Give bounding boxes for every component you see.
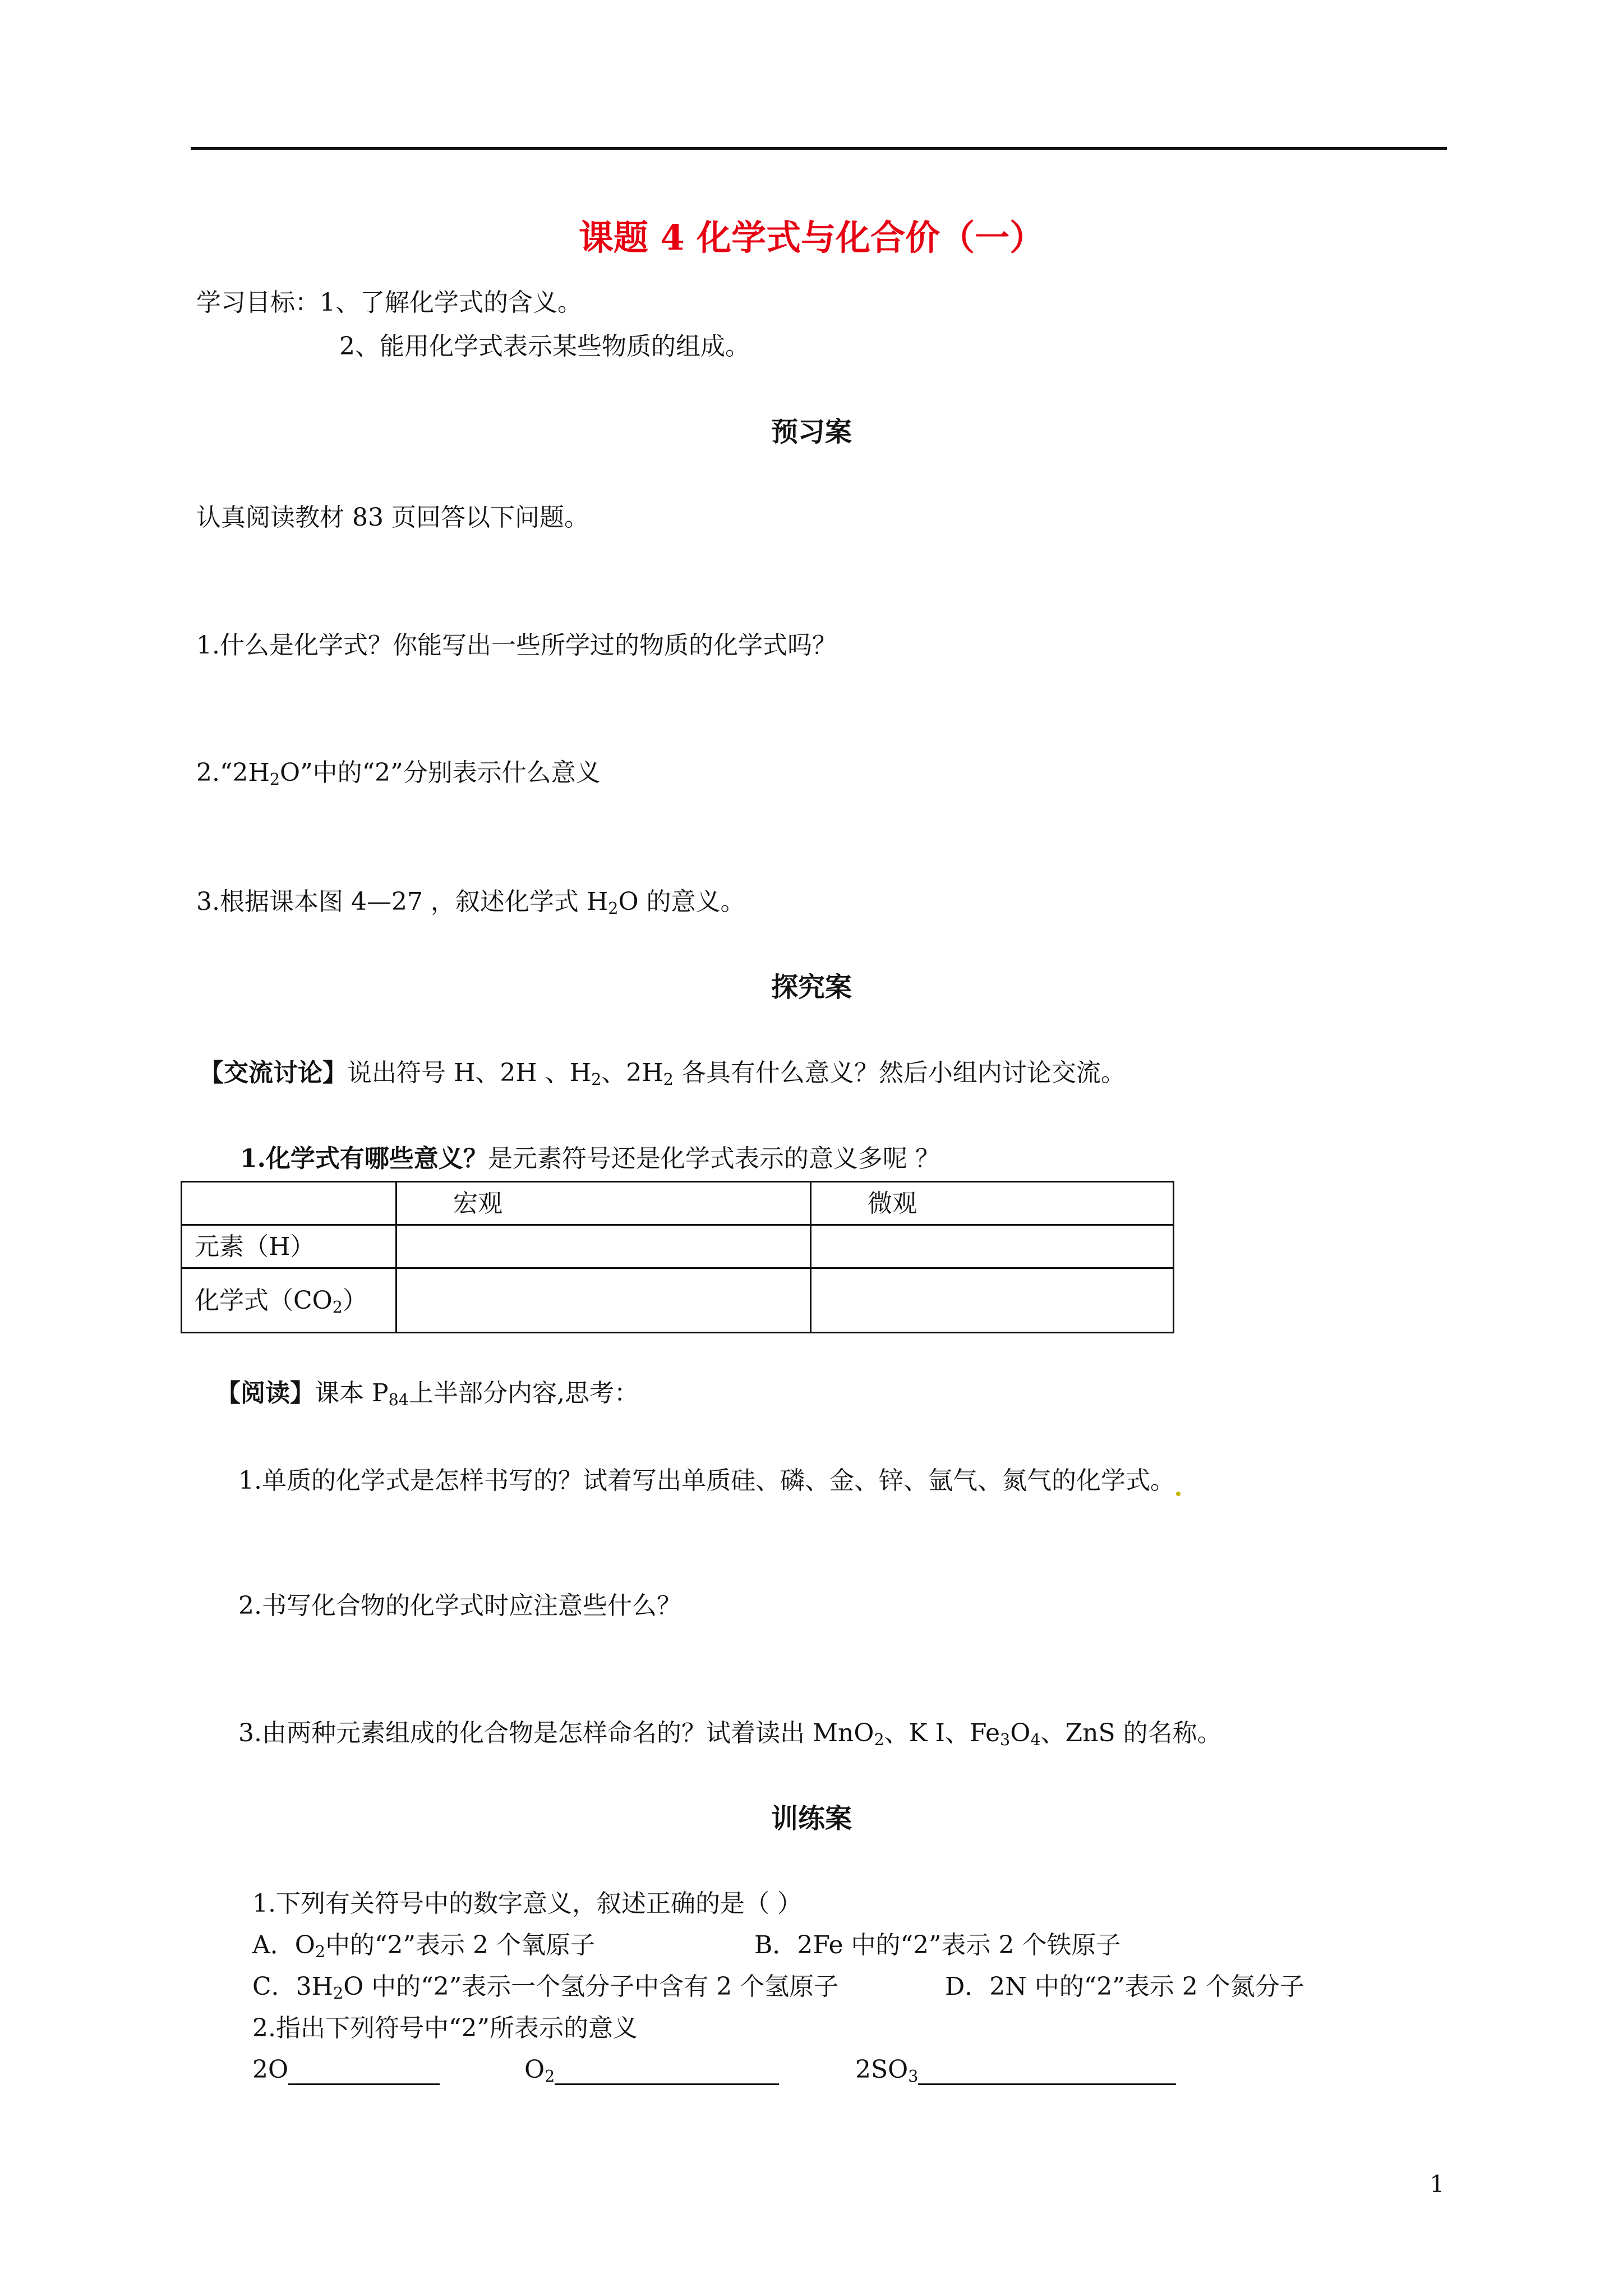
- answer-blank[interactable]: [288, 2061, 440, 2085]
- stray-mark-icon: [1176, 1492, 1181, 1496]
- reading-question-3: 3.由两种元素组成的化合物是怎样命名的？试着读出 MnO$_2$、K I、$Fe_3O_4$、ZnS 的名称。: [238, 1719, 1222, 1750]
- option-d: D．2N 中的“2”表示 2 个氮分子: [945, 1972, 1304, 2001]
- table-row-label-formula: 化学式$(CO_2)$: [182, 1268, 396, 1333]
- preview-question-1: 1.什么是化学式？你能写出一些所学过的物质的化学式吗？: [196, 631, 837, 660]
- table-row: [182, 1268, 1174, 1333]
- reading-question-2: 2.书写化合物的化学式时应注意些什么？: [238, 1591, 681, 1620]
- preview-heading: 预习案: [771, 416, 852, 448]
- discussion-line: 【交流讨论】说出符号 H、2H 、$H_2$、$2H_2$ 各具有什么意义？然后小组内讨论交流。: [199, 1059, 1126, 1089]
- table-answer-cell[interactable]: [811, 1268, 1174, 1333]
- reading-question-1: 1.单质的化学式是怎样书写的？试着写出单质硅、磷、金、锌、氩气、氮气的化学式。: [238, 1465, 1182, 1496]
- practice-question-1: 1.下列有关符号中的数字意义，叙述正确的是（ ）: [252, 1889, 802, 1918]
- option-b: B．2Fe 中的“2”表示 2 个铁原子: [754, 1931, 1121, 1959]
- table-row-label-element: 元素（H）: [182, 1225, 396, 1268]
- objective-2: 2、能用化学式表示某些物质的组成。: [339, 332, 750, 361]
- table-row: [182, 1225, 1174, 1268]
- option-c: C．$3H_2O$ 中的“2”表示一个氢分子中含有 2 个氢原子: [252, 1972, 839, 2003]
- objectives-label: 学习目标：: [196, 288, 320, 317]
- option-a: A．$O_2$中的“2”表示 2 个氧原子: [252, 1931, 596, 1962]
- page-title: 课题 4 化学式与化合价（一）: [578, 217, 1045, 258]
- preview-question-2: $2.“2H_2O$”中的“2”分别表示什么意义: [196, 758, 601, 789]
- table-header-micro: 微观: [811, 1182, 1174, 1225]
- formula-2o: 2O: [252, 2054, 440, 2085]
- explore-heading: 探究案: [771, 972, 852, 1003]
- discussion-label: 【交流讨论】: [199, 1059, 347, 1087]
- reading-line: 【阅读】课本 $P_{84}$上半部分内容,思考：: [216, 1379, 639, 1410]
- table-header-macro: 宏观: [396, 1182, 811, 1225]
- table-answer-cell[interactable]: [811, 1225, 1174, 1268]
- table-answer-cell[interactable]: [396, 1268, 811, 1333]
- table-header-row: [182, 1182, 1174, 1225]
- preview-question-3: 3.根据课本图 4—27 ，叙述化学式 $H_2O$ 的意义。: [196, 887, 745, 918]
- objective-1: 1、了解化学式的含义。: [320, 288, 582, 317]
- practice-question-2: 2.指出下列符号中“2”所表示的意义: [252, 2014, 638, 2042]
- table-question: 1.化学式有哪些意义？是元素符号还是化学式表示的意义多呢 ？: [240, 1144, 940, 1173]
- answer-blank[interactable]: [918, 2061, 1176, 2085]
- meaning-table: [181, 1181, 1174, 1333]
- reading-label: 【阅读】: [216, 1379, 315, 1407]
- table-answer-cell[interactable]: [396, 1225, 811, 1268]
- formula-2so3: $2SO_3$: [855, 2054, 1176, 2085]
- page-number: 1: [1430, 2170, 1445, 2198]
- answer-blank[interactable]: [555, 2061, 779, 2085]
- table-corner-cell: [182, 1182, 396, 1225]
- header-rule: [191, 147, 1447, 150]
- practice-heading: 训练案: [771, 1803, 852, 1834]
- objectives-line-1: [196, 287, 582, 318]
- preview-intro: 认真阅读教材 83 页回答以下问题。: [196, 503, 589, 532]
- formula-o2: $O_2$: [524, 2054, 779, 2085]
